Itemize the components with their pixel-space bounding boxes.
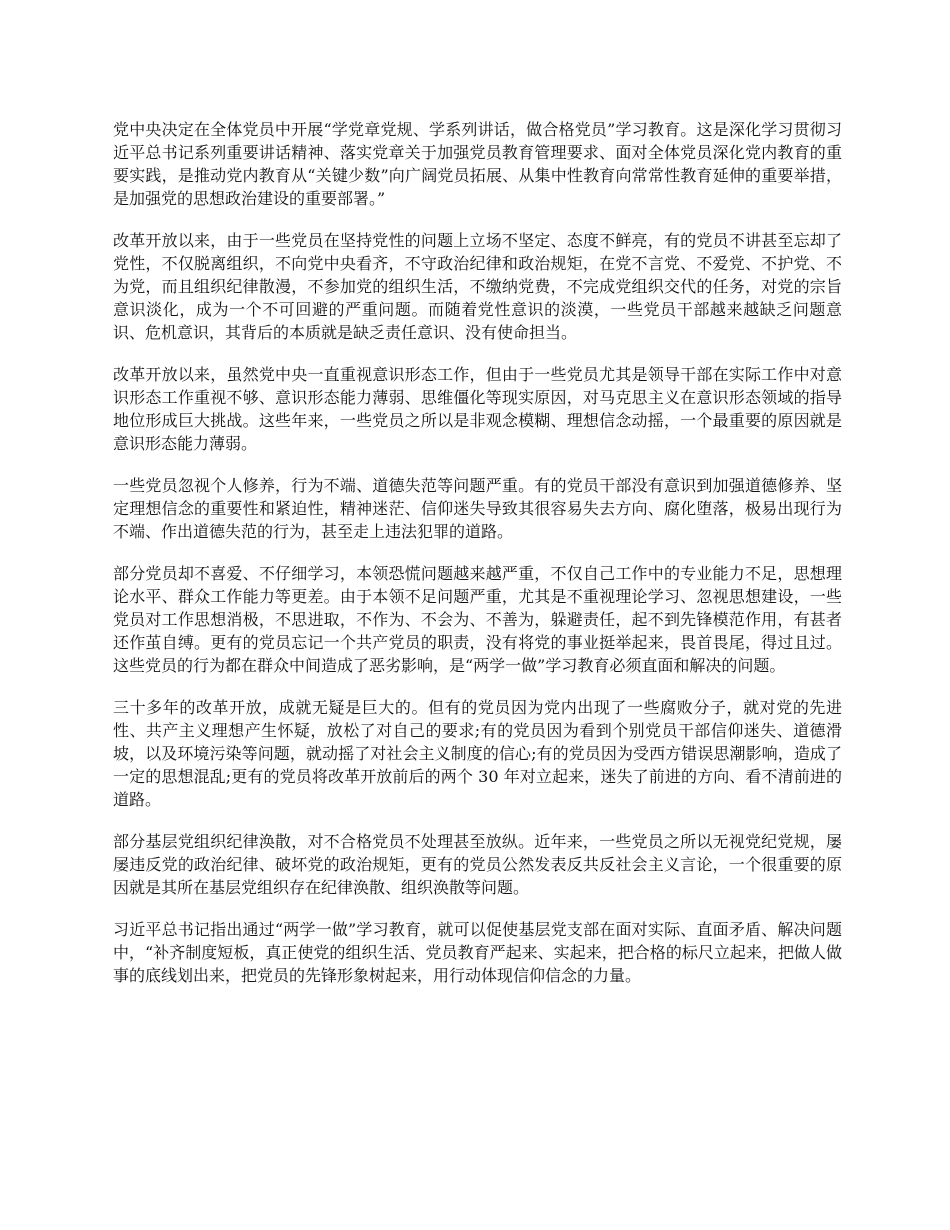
paragraph-1: 党中央决定在全体党员中开展“学党章党规、学系列讲话，做合格党员”学习教育。这是深化学习贯彻习近平总书记系列重要讲话精神、落实党章关于加强党员教育管理要求、面对全体党员深化党内教育的重要实践，是推动党内教育从“关键少数”向广阔党员拓展、从集中性教育向常常性教育延伸的重要举措，是加强党的思想政治建设的重要部署。” <box>113 120 842 208</box>
document-body <box>113 118 842 987</box>
paragraph-7: 部分基层党组织纪律涣散，对不合格党员不处理甚至放纵。近年来，一些党员之所以无视党纪党规，屡屡违反党的政治纪律、破坏党的政治规矩，更有的党员公然发表反共反社会主义言论，一个很重要的原因就是其所在基层党组织存在纪律涣散、组织涣散等问题。 <box>113 832 842 897</box>
paragraph-5: 部分党员却不喜爱、不仔细学习，本领恐慌问题越来越严重，不仅自己工作中的专业能力不足，思想理论水平、群众工作能力等更差。由于本领不足问题严重，尤其是不重视理论学习、忽视思想建设，一些党员对工作思想消极，不思进取，不作为、不会为、不善为，躲避责任，起不到先锋模范作用，有甚者还作茧自缚。更有的党员忘记一个共产党员的职责，没有将党的事业挺举起来，畏首畏尾，得过且过。这些党员的行为都在群众中间造成了恶劣影响，是“两学一做”学习教育必须直面和解决的问题。 <box>113 564 842 675</box>
paragraph-2: 改革开放以来，由于一些党员在坚持党性的问题上立场不坚定、态度不鲜亮，有的党员不讲甚至忘却了党性，不仅脱离组织，不向党中央看齐，不守政治纪律和政治规矩，在党不言党、不爱党、不护党、不为党，而且组织纪律散漫，不参加党的组织生活，不缴纳党费，不完成党组织交代的任务，对党的宗旨意识淡化，成为一个不可回避的严重问题。而随着党性意识的淡漠，一些党员干部越来越缺乏问题意识、危机意识，其背后的本质就是缺乏责任意识、没有使命担当。 <box>113 231 842 342</box>
paragraph-4: 一些党员忽视个人修养，行为不端、道德失范等问题严重。有的党员干部没有意识到加强道德修养、坚定理想信念的重要性和紧迫性，精神迷茫、信仰迷失导致其很容易失去方向、腐化堕落，极易出现行为不端、作出道德失范的行为，甚至走上违法犯罪的道路。 <box>113 476 842 541</box>
paragraph-8: 习近平总书记指出通过“两学一做”学习教育，就可以促使基层党支部在面对实际、直面矛盾、解决问题中，“补齐制度短板，真正使党的组织生活、党员教育严起来、实起来，把合格的标尺立起来，把做人做事的底线划出来，把党员的先锋形象树起来，用行动体现信仰信念的力量。 <box>113 920 842 985</box>
paragraph-6: 三十多年的改革开放，成就无疑是巨大的。但有的党员因为党内出现了一些腐败分子，就对党的先进性、共产主义理想产生怀疑，放松了对自己的要求;有的党员因为看到个别党员干部信仰迷失、道德滑坡，以及环境污染等问题，就动摇了对社会主义制度的信心;有的党员因为受西方错误思潮影响，造成了一定的思想混乱;更有的党员将改革开放前后的两个 30 年对立起来，迷失了前进的方向、看不清前进的道路。 <box>113 698 842 809</box>
paragraph-3: 改革开放以来，虽然党中央一直重视意识形态工作，但由于一些党员尤其是领导干部在实际工作中对意识形态工作重视不够、意识形态能力薄弱、思维僵化等现实原因，对马克思主义在意识形态领域的指导地位形成巨大挑战。这些年来，一些党员之所以是非观念模糊、理想信念动摇，一个最重要的原因就是意识形态能力薄弱。 <box>113 365 842 453</box>
